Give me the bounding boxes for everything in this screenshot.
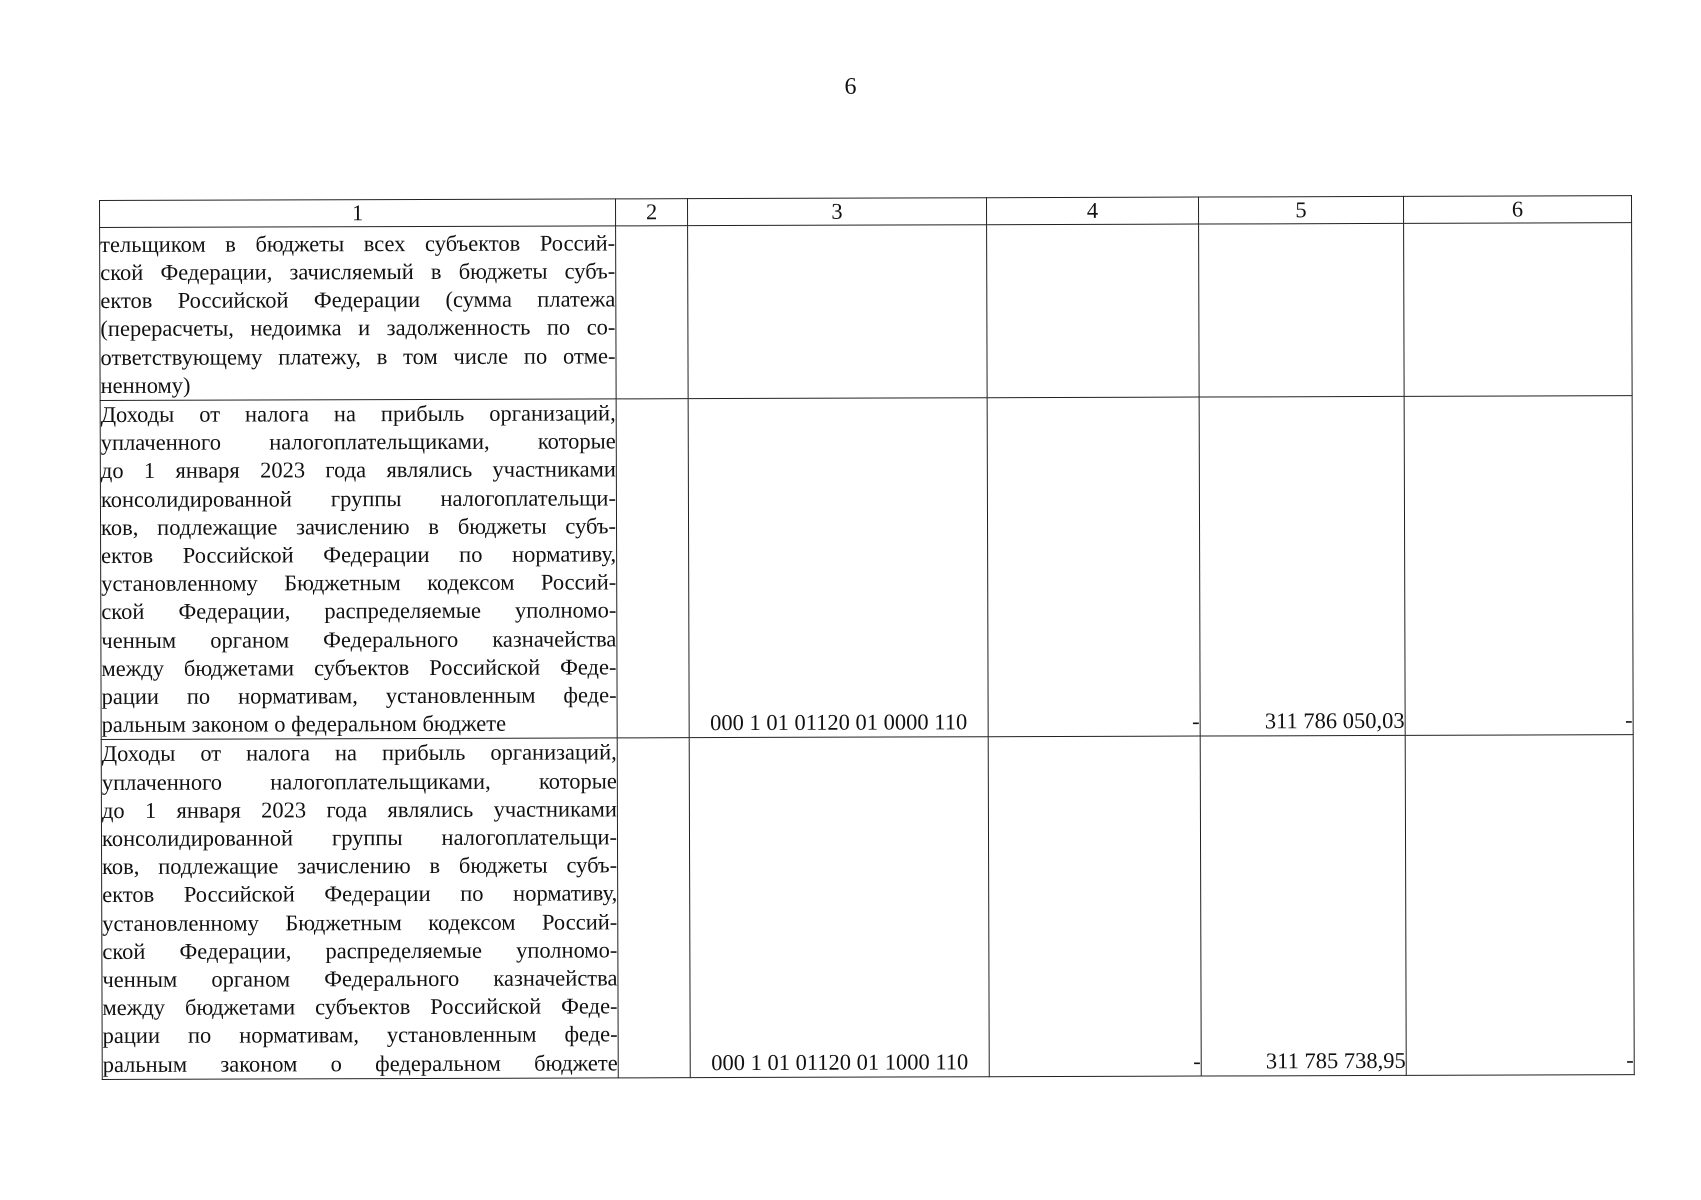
column-header-5: 5 <box>1198 196 1403 224</box>
column-header-6: 6 <box>1403 196 1631 224</box>
text-line: Доходы от налога на прибыль организаций, <box>100 400 616 427</box>
text-line: (перерасчеты, недоимка и задолженность по со- <box>100 314 616 342</box>
text-line: ков, подлежащие зачислению в бюджеты субъ- <box>100 513 617 540</box>
table-row <box>101 735 1634 1079</box>
text-line: ненному) <box>100 372 191 398</box>
text-line: до 1 января 2023 года являлись участниками <box>101 796 617 823</box>
text-line: ской Федерации, распределяемые уполномо- <box>101 597 617 625</box>
col6-value-cell: - <box>1405 735 1634 1075</box>
col2-cell <box>617 738 690 1078</box>
amount-cell: 311 785 738,95 <box>1200 736 1406 1076</box>
col2-cell <box>616 399 689 739</box>
amount-cell <box>1199 223 1405 397</box>
text-line: ектов Российской Федерации по нормативу, <box>101 541 617 569</box>
text-line: ченным органом Федерального казначейства <box>101 626 617 653</box>
col6-value-cell: - <box>1404 396 1633 736</box>
text-line: рации по нормативам, установленным феде- <box>102 1021 618 1049</box>
text-line: установленному Бюджетным кодексом Россий- <box>102 909 618 936</box>
text-line: уплаченного налогоплательщиками, которые <box>101 768 617 795</box>
text-line: консолидированной группы налогоплательщи- <box>101 824 618 852</box>
text-line: тельщиком в бюджеты всех субъектов Россий- <box>100 230 616 257</box>
text-line: до 1 января 2023 года являлись участниками <box>100 456 616 484</box>
text-line: ченным органом Федерального казначейства <box>102 965 618 993</box>
col4-value-cell: - <box>988 736 1201 1076</box>
col4-value-cell: - <box>987 397 1200 737</box>
budget-code-cell: 000 1 01 01120 01 1000 110 <box>689 737 989 1077</box>
column-header-3: 3 <box>687 198 986 226</box>
text-line: консолидированной группы налогоплательщи- <box>100 484 616 512</box>
col2-cell <box>616 226 689 399</box>
text-line: ральным законом о федеральном бюджете <box>101 710 507 738</box>
page-number: 6 <box>844 74 857 100</box>
revenue-name-cell <box>100 399 617 740</box>
text-line: ектов Российской Федерации по нормативу, <box>102 880 618 908</box>
budget-code-cell <box>688 225 988 399</box>
table-row <box>100 396 1633 740</box>
budget-code-cell: 000 1 01 01120 01 0000 110 <box>688 398 988 738</box>
text-line: рации по нормативам, установленным феде- <box>101 682 617 710</box>
text-line: Доходы от налога на прибыль организаций, <box>101 739 617 767</box>
text-line: ральным законом о федеральном бюджете <box>102 1050 618 1077</box>
text-line: между бюджетами субъектов Российской Феде- <box>102 993 618 1021</box>
budget-revenue-table <box>99 195 1635 1080</box>
text-line: ектов Российской Федерации (сумма платежа <box>100 286 616 314</box>
column-header-2: 2 <box>615 199 687 226</box>
col4-value-cell <box>987 224 1200 398</box>
text-line: ской Федерации, зачисляемый в бюджеты субъ- <box>100 258 616 285</box>
column-header-4: 4 <box>986 197 1198 225</box>
text-line: уплаченного налогоплательщиками, которые <box>100 428 616 456</box>
revenue-name-cell <box>101 738 618 1079</box>
text-line: ответствующему платежу, в том числе по отме- <box>100 342 616 370</box>
column-header-1: 1 <box>100 199 616 228</box>
amount-cell: 311 786 050,03 <box>1199 396 1405 736</box>
text-line: между бюджетами субъектов Российской Феде- <box>101 654 617 681</box>
col6-value-cell <box>1404 223 1633 397</box>
revenue-name-cell <box>100 226 617 401</box>
text-line: ков, подлежащие зачислению в бюджеты субъ- <box>102 852 618 880</box>
text-line: установленному Бюджетным кодексом Россий- <box>101 569 617 597</box>
text-line: ской Федерации, распределяемые уполномо- <box>102 937 618 964</box>
table-row <box>100 223 1633 401</box>
